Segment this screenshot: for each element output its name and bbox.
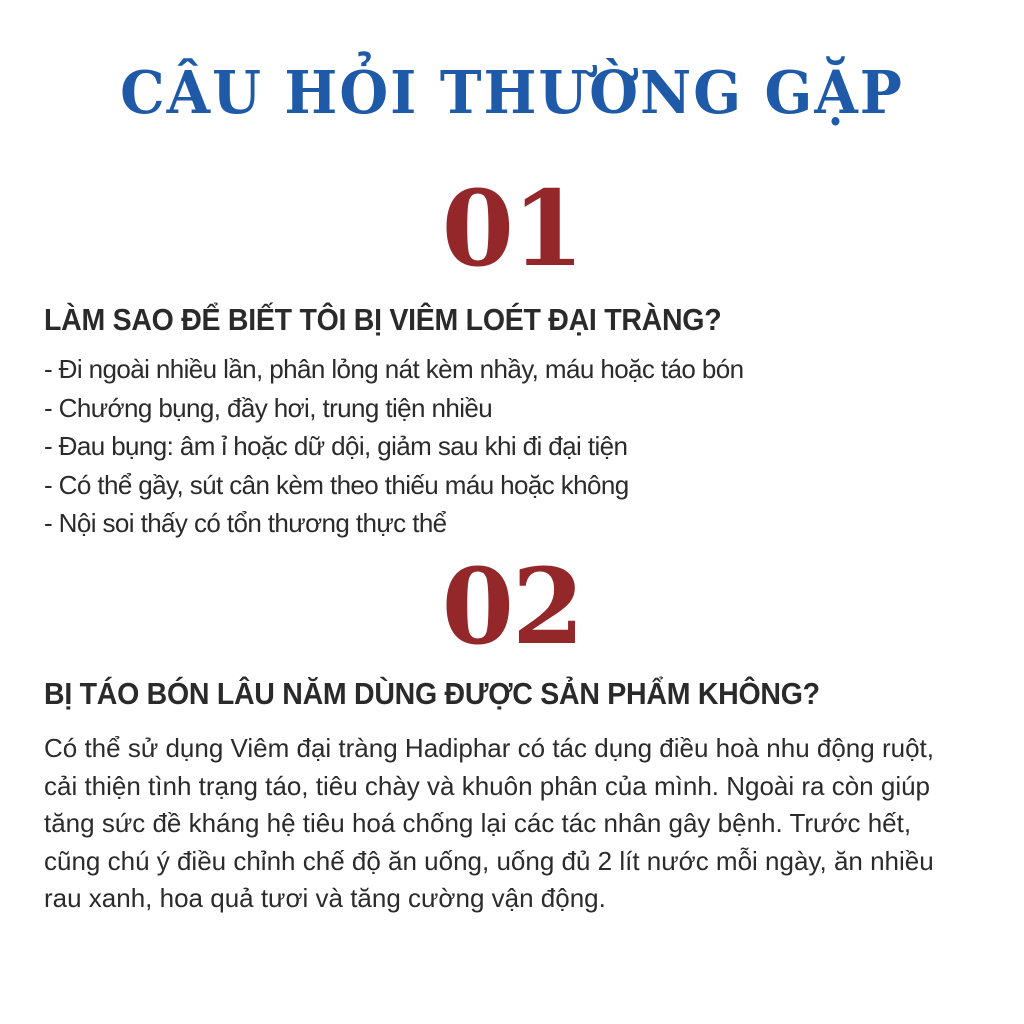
faq-question-1: LÀM SAO ĐỂ BIẾT TÔI BỊ VIÊM LOÉT ĐẠI TRÀNG? [44,302,722,337]
page-title: CÂU HỎI THƯỜNG GẶP [120,58,904,128]
list-item: - Nội soi thấy có tổn thương thực thể [44,508,447,538]
answer-line: cải thiện tình trạng táo, tiêu chày và khuôn phân của mình. Ngoài ra còn giúp [44,770,931,801]
list-item: - Đi ngoài nhiều lần, phân lỏng nát kèm nhầy, máu hoặc táo bón [44,354,744,384]
list-item: - Có thể gầy, sút cân kèm theo thiếu máu hoặc không [44,469,629,500]
answer-line: cũng chú ý điều chỉnh chế độ ăn uống, uống đủ 2 lít nước mỗi ngày, ăn nhiều [44,845,934,876]
faq-question-2: BỊ TÁO BÓN LÂU NĂM DÙNG ĐƯỢC SẢN PHẨM KHÔNG? [44,676,820,711]
faq-answer-list-1 [44,350,984,543]
answer-line: tăng sức đề kháng hệ tiêu hoá chống lại các tác nhân gây bệnh. Trước hết, [44,808,912,838]
faq-number-2: 02 [441,545,583,668]
faq-number-1: 01 [441,167,583,290]
list-item: - Chướng bụng, đầy hơi, trung tiện nhiều [44,392,493,423]
answer-line: Có thể sử dụng Viêm đại tràng Hadiphar có tác dụng điều hoà nhu động ruột, [44,733,934,763]
faq-answer-2 [44,730,994,918]
list-item: - Đau bụng: âm ỉ hoặc dữ dội, giảm sau khi đi đại tiện [44,431,628,461]
answer-line: rau xanh, hoa quả tươi và tăng cường vận động. [44,883,606,913]
